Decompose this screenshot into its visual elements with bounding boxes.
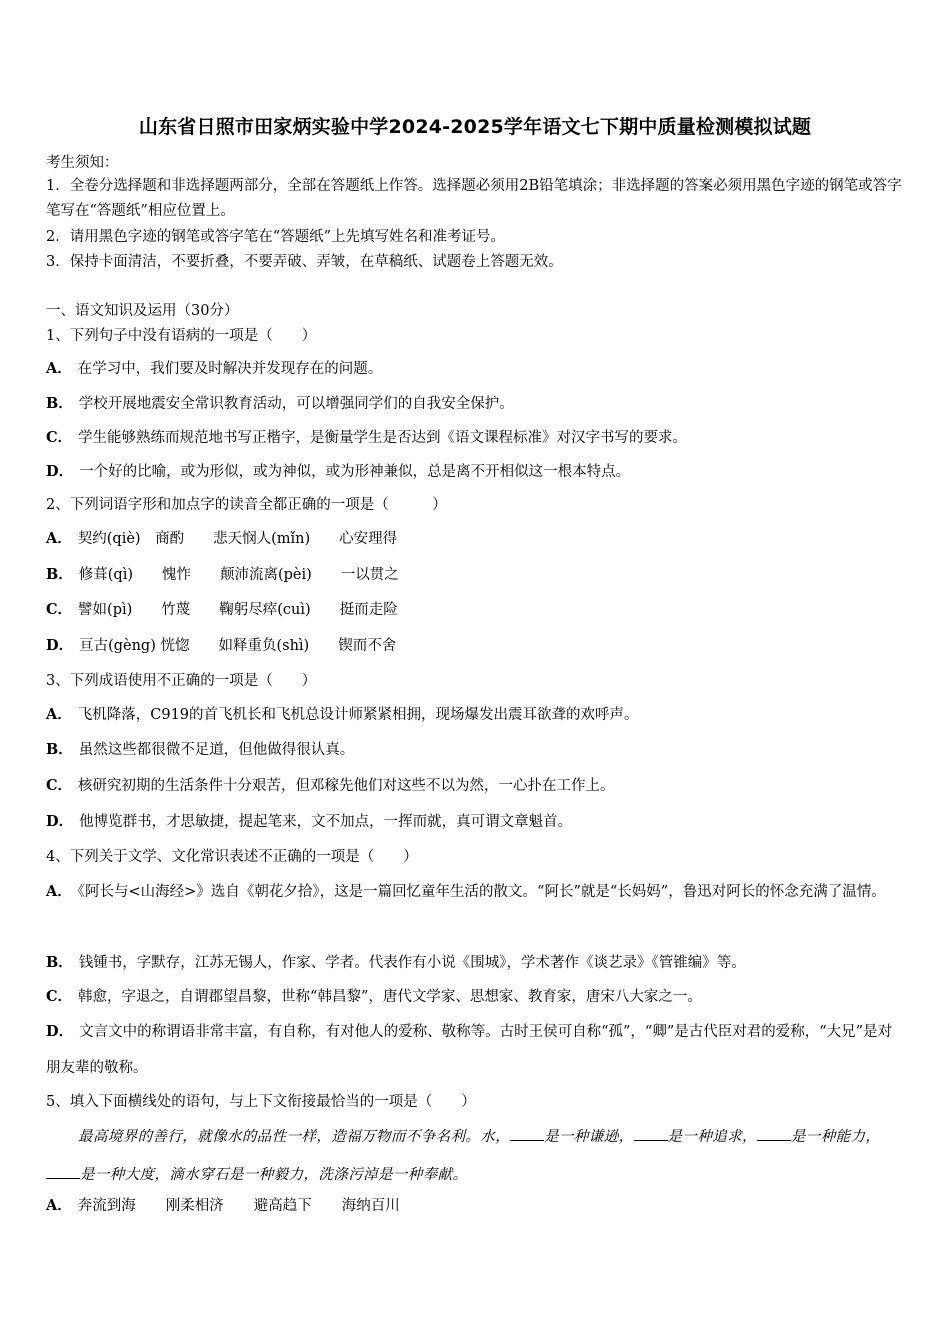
option-item: 刚柔相济 bbox=[165, 1198, 224, 1214]
option-letter: A． bbox=[46, 1197, 72, 1214]
notice-heading: 考生须知： bbox=[46, 155, 119, 171]
question-1-stem: 1、下列句子中没有语病的一项是（ ） bbox=[46, 328, 317, 344]
option-text: 核研究初期的生活条件十分艰苦，但邓稼先他们对这些不以为然，一心扑在工作上。 bbox=[78, 778, 615, 794]
option-letter: C． bbox=[46, 777, 73, 794]
question-5-passage bbox=[46, 1118, 904, 1194]
option-letter: A． bbox=[46, 706, 72, 723]
answer-blank bbox=[46, 1164, 80, 1179]
option-text: 学生能够熟练而规范地书写正楷字，是衡量学生是否达到《语文课程标准》对汉字书写的要求。 bbox=[78, 430, 688, 446]
question-4-stem: 4、下列关于文学、文化常识表述不正确的一项是（ ） bbox=[46, 849, 418, 865]
section-heading: 一、语文知识及运用（30分） bbox=[46, 303, 239, 319]
question-4-option-c[interactable] bbox=[46, 987, 702, 1007]
option-text: 他博览群书，才思敏捷，提起笔来，文不加点，一挥而就，真可谓文章魁首。 bbox=[79, 814, 573, 830]
option-text: 亘古(gèng) 恍惚 如释重负(shì) 锲而不舍 bbox=[79, 638, 397, 654]
question-1-option-a[interactable] bbox=[46, 359, 382, 379]
option-letter: A． bbox=[46, 360, 72, 377]
option-letter: B． bbox=[46, 954, 73, 971]
question-5-stem: 5、填入下面横线处的语句，与上下文衔接最恰当的一项是（ ） bbox=[46, 1094, 476, 1110]
option-text: 学校开展地震安全常识教育活动，可以增强同学们的自我安全保护。 bbox=[78, 396, 514, 412]
option-letter: A． bbox=[46, 883, 72, 900]
option-letter: C． bbox=[46, 429, 73, 446]
question-3-stem: 3、下列成语使用不正确的一项是（ ） bbox=[46, 673, 317, 689]
option-text: 文言文中的称谓语非常丰富，有自称，有对他人的爱称、敬称等。古时王侯可自称“孤”，“卿”是古代臣对君的爱称，“大兄”是对朋友辈的敬称。 bbox=[46, 1024, 893, 1076]
option-letter: A． bbox=[46, 530, 72, 547]
question-2-option-b[interactable] bbox=[46, 565, 399, 585]
question-3-option-a[interactable] bbox=[46, 705, 639, 725]
answer-blank bbox=[510, 1126, 544, 1141]
option-text: 《阿长与<山海经>》选自《朝花夕拾》，这是一篇回忆童年生活的散文。“阿长”就是“长妈妈”，鲁迅对阿长的怀念充满了温情。 bbox=[77, 884, 886, 900]
notice-item-2: 2．请用黑色字迹的钢笔或答字笔在“答题纸”上先填写姓名和准考证号。 bbox=[46, 229, 506, 245]
question-2-option-d[interactable] bbox=[46, 636, 396, 656]
question-2-option-c[interactable] bbox=[46, 600, 398, 620]
option-letter: C． bbox=[46, 601, 73, 618]
option-text: 飞机降落，C919的首飞机长和飞机总设计师紧紧相拥，现场爆发出震耳欲聋的欢呼声。 bbox=[77, 707, 639, 723]
option-text: 譬如(pì) 竹蔑 鞠躬尽瘁(cuì) 挺而走险 bbox=[78, 602, 398, 618]
question-2-stem: 2、下列词语字形和加点字的读音全都正确的一项是（ ） bbox=[46, 497, 447, 513]
option-text: 修葺(qì) 愧怍 颠沛流离(pèi) 一以贯之 bbox=[78, 567, 399, 583]
passage-part: 是一种追求， bbox=[667, 1129, 757, 1145]
option-text: 一个好的比喻，或为形似，或为神似，或为形神兼似，总是离不开相似这一根本特点。 bbox=[79, 464, 631, 480]
option-letter: C． bbox=[46, 988, 73, 1005]
option-letter: D． bbox=[46, 1023, 74, 1040]
passage-part: 是一种大度，滴水穿石是一种毅力，洗涤污淖是一种奉献。 bbox=[80, 1167, 468, 1183]
page-title: 山东省日照市田家炳实验中学2024-2025学年语文七下期中质量检测模拟试题 bbox=[138, 116, 812, 138]
option-letter: B． bbox=[46, 395, 73, 412]
passage-part: 最高境界的善行，就像水的品性一样，造福万物而不争名利。水， bbox=[78, 1129, 511, 1145]
question-3-option-c[interactable] bbox=[46, 776, 615, 796]
notice-item-1: 1．全卷分选择题和非选择题两部分，全部在答题纸上作答。选择题必须用2B铅笔填涂；非选择题的答案必须用黑色字迹的钢笔或答字笔写在“答题纸”相应位置上。 bbox=[46, 178, 902, 219]
question-5-option-a[interactable] bbox=[46, 1196, 400, 1216]
option-text: 在学习中，我们要及时解决并发现存在的问题。 bbox=[77, 361, 383, 377]
question-2-option-a[interactable] bbox=[46, 529, 397, 549]
question-1-option-d[interactable] bbox=[46, 462, 630, 482]
question-3-option-d[interactable] bbox=[46, 812, 572, 832]
answer-blank bbox=[634, 1126, 668, 1141]
option-letter: B． bbox=[46, 566, 73, 583]
option-text: 契约(qiè) 商酌 悲天悯人(mǐn) 心安理得 bbox=[77, 531, 398, 547]
question-1-option-b[interactable] bbox=[46, 394, 514, 414]
answer-blank bbox=[757, 1126, 791, 1141]
option-letter: D． bbox=[46, 637, 74, 654]
question-3-option-b[interactable] bbox=[46, 740, 354, 760]
option-item: 奔流到海 bbox=[77, 1198, 136, 1214]
option-item: 避高趋下 bbox=[253, 1198, 312, 1214]
question-4-option-d[interactable] bbox=[46, 1014, 906, 1086]
question-4-option-a[interactable] bbox=[46, 874, 906, 910]
notice-item-3: 3．保持卡面清洁，不要折叠，不要弄破、弄皱，在草稿纸、试题卷上答题无效。 bbox=[46, 254, 563, 270]
option-letter: B． bbox=[46, 741, 73, 758]
option-text: 钱锺书，字默存，江苏无锡人，作家、学者。代表作有小说《围城》，学术著作《谈艺录》《管锥编》等。 bbox=[78, 955, 746, 971]
option-text: 韩愈，字退之，自谓郡望昌黎，世称“韩昌黎”，唐代文学家、思想家、教育家，唐宋八大家之一。 bbox=[78, 989, 702, 1005]
passage-part: 是一种能力， bbox=[790, 1129, 881, 1145]
option-letter: D． bbox=[46, 463, 74, 480]
option-letter: D． bbox=[46, 813, 74, 830]
option-item: 海纳百川 bbox=[341, 1198, 400, 1214]
passage-part: 是一种谦逊， bbox=[544, 1129, 634, 1145]
option-text: 虽然这些都很微不足道，但他做得很认真。 bbox=[78, 742, 355, 758]
question-1-option-c[interactable] bbox=[46, 428, 687, 448]
question-4-option-b[interactable] bbox=[46, 953, 746, 973]
